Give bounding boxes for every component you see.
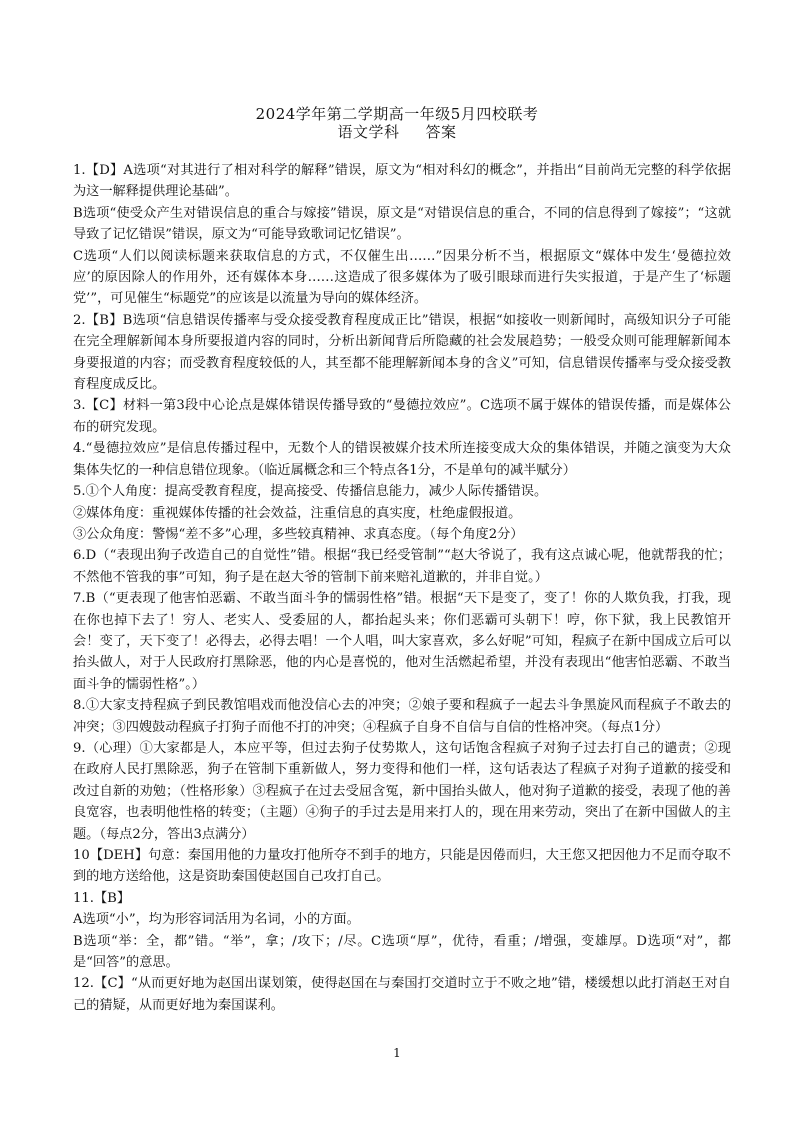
subject-label: 语文学科 bbox=[337, 123, 400, 141]
answer-content bbox=[73, 160, 731, 1016]
answer-paragraph: 7.B（“更表现了他害怕恶霸、不敢当面斗争的懦弱性格”错。根据“天下是变了，变了！你的人欺负我，打我，现在你也掉下去了！穷人、老实人、受委屈的人，都抬起头来；你们恶霸可头朝下！哼，你下狱，我上民教馆开会！变了，天下变了！必得去，必得去唱！一个人唱，叫大家喜欢，多么好呢”可知，程疯子在新中国成立后可以抬头做人，对于人民政府打黑除恶，他的内心是喜悦的，他对生活燃起希望，并没有表现出“他害怕恶霸、不敢当面斗争的懦弱性格”。） bbox=[73, 591, 731, 692]
page-number: 1 bbox=[393, 1046, 401, 1060]
answer-paragraph: 11.【B】 bbox=[73, 890, 131, 906]
answer-paragraph: ②媒体角度：重视媒体传播的社会效益，注重信息的真实度，杜绝虚假报道。 bbox=[73, 505, 522, 521]
answer-paragraph: 1.【D】A选项“对其进行了相对科学的解释”错误，原文为“相对科幻的概念”，并指出“目前尚无完整的科学依据为这一解释提供理论基础”。 bbox=[73, 163, 731, 200]
answer-paragraph: 9.（心理）①大家都是人，本应平等，但过去狗子仗势欺人，这句话饱含程疯子对狗子过去打自己的谴责；②现在政府人民打黑除恶，狗子在管制下重新做人，努力变得和他们一样，这句话表达了程疯子对狗子道歉的接受和改过自新的劝勉；（性格形象）③程疯子在过去受屈含冤，新中国抬头做人，他对狗子道歉的接受，表现了他的善良宽容，也表明他性格的转变；（主题）④狗子的手过去是用来打人的，现在用来劳动，突出了在新中国做人的主题。（每点2分，答出3点满分） bbox=[73, 740, 731, 842]
answer-paragraph: ③公众角度：警惕“差不多”心理，多些较真精神、求真态度。（每个角度2分） bbox=[73, 526, 524, 542]
answer-paragraph: 6.D（“表现出狗子改造自己的自觉性”错。根据“我已经受管制”“赵大爷说了，我有这点诚心呢，他就帮我的忙；不然他不管我的事”可知，狗子是在赵大爷的管制下前来赔礼道歉的，并非自觉。） bbox=[73, 548, 731, 585]
exam-subtitle bbox=[0, 121, 794, 142]
answer-paragraph: 12.【C】“从而更好地为赵国出谋划策，使得赵国在与秦国打交道时立于不败之地”错，楼缓想以此打消赵王对自己的猜疑，从而更好地为秦国谋利。 bbox=[73, 976, 731, 1013]
answer-paragraph: 3.【C】材料一第3段中心论点是媒体错误传播导致的“曼德拉效应”。C选项不属于媒体的错误传播，而是媒体公布的研究发现。 bbox=[73, 398, 731, 435]
answer-paragraph: 8.①大家支持程疯子到民教馆唱戏而他没信心去的冲突；②娘子要和程疯子一起去斗争黑旋风而程疯子不敢去的冲突；③四嫂鼓动程疯子打狗子而他不打的冲突；④程疯子自身不自信与自信的性格冲突。（每点1分） bbox=[73, 698, 731, 735]
doc-type-label: 答案 bbox=[425, 123, 457, 141]
answer-paragraph: B选项“举：全，都”错。“举”，拿；/攻下；/尽。C选项“厚”，优待，看重；/增强，变雄厚。D选项“对”，都是“回答”的意思。 bbox=[73, 933, 731, 971]
answer-paragraph: C选项“人们以阅读标题来获取信息的方式，不仅催生出……”因果分析不当，根据原文“媒体中发生‘曼德拉效应’的原因除人的作用外，还有媒体本身……这造成了很多媒体为了吸引眼球而进行失实报道，于是产生了‘标题党’”，可见催生“标题党”的应该是以流量为导向的媒体经济。 bbox=[73, 248, 731, 307]
answer-paragraph: 10【DEH】句意：秦国用他的力量攻打他所夺不到手的地方，只能是因倦而归，大王您又把因他力不足而夺取不到的地方送给他，这是资助秦国使赵国自己攻打自己。 bbox=[73, 848, 731, 885]
answer-paragraph: 2.【B】B选项“信息错误传播率与受众接受教育程度成正比”错误，根据“如接收一则新闻时，高级知识分子可能在完全理解新闻本身所要报道内容的同时，分析出新闻背后所隐藏的社会发展趋势；一般受众则可能理解新闻本身要报道的内容；而受教育程度较低的人，其至都不能理解新闻本身的含义”可知，信息错误传播率与受众接受教育程度成反比。 bbox=[73, 312, 731, 393]
answer-paragraph: B选项“使受众产生对错误信息的重合与嫁接”错误，原文是“对错误信息的重合，不同的信息得到了嫁接”；“这就导致了记忆错误”错误，原文为“可能导致歌词记忆错误”。 bbox=[73, 205, 731, 243]
answer-paragraph: 5.①个人角度：提高受教育程度，提高接受、传播信息能力，减少人际传播错误。 bbox=[73, 484, 548, 500]
answer-paragraph: A选项“小”，均为形容词活用为名词，小的方面。 bbox=[73, 912, 360, 928]
exam-title: 2024学年第二学期高一年级5月四校联考 bbox=[255, 105, 539, 123]
answer-paragraph: 4.“曼德拉效应”是信息传播过程中，无数个人的错误被媒介技术所连接变成大众的集体错误，并随之演变为大众集体失忆的一种信息错位现象。（临近属概念和三个特点各1分，不是单句的减半赋分） bbox=[73, 441, 731, 478]
